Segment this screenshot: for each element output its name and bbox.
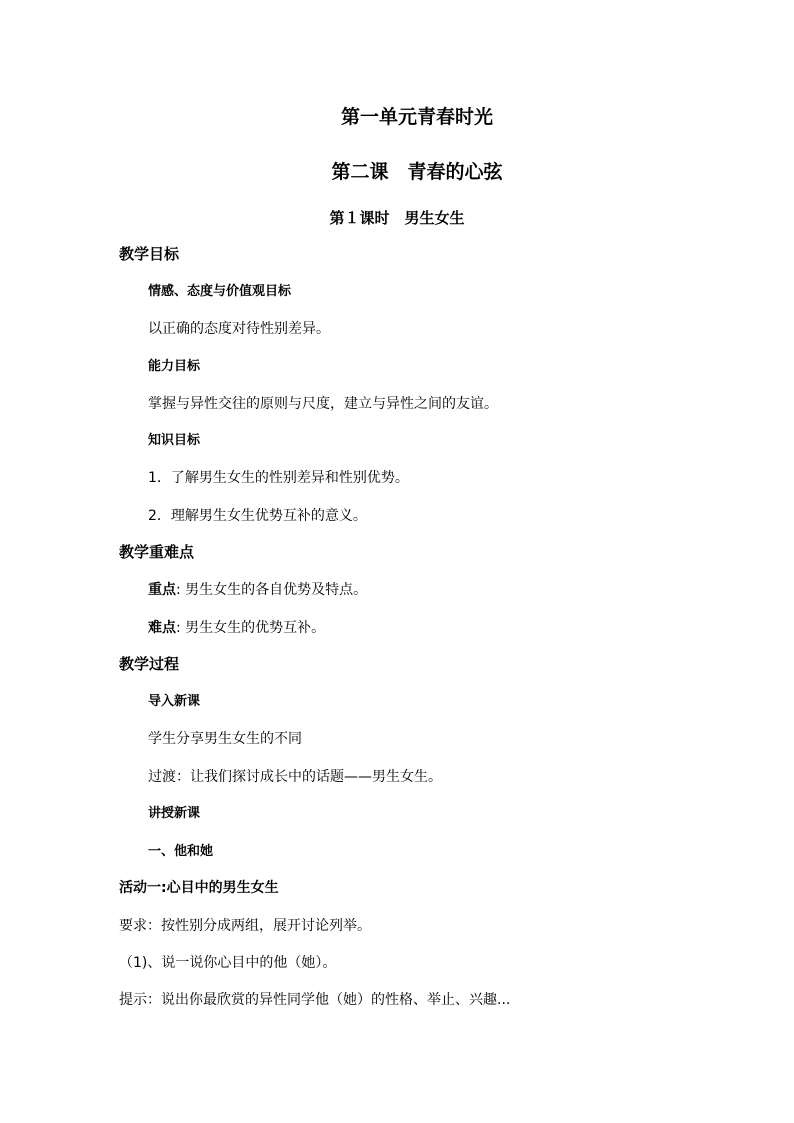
key-point-label: 重点 xyxy=(148,582,176,598)
item-1-text: （1)、说一说你心目中的他（她）。 xyxy=(119,955,337,971)
emotion-goal-heading: 情感、态度与价值观目标 xyxy=(148,284,292,299)
process-heading: 教学过程 xyxy=(119,655,180,673)
intro-heading: 导入新课 xyxy=(148,694,201,709)
intro-text: 学生分享男生女生的不同 xyxy=(148,731,302,747)
keypoints-heading: 教学重难点 xyxy=(119,543,195,561)
knowledge-goal-heading: 知识目标 xyxy=(148,433,201,448)
transition-text: 过渡：让我们探讨成长中的话题——男生女生。 xyxy=(148,769,442,785)
hint-text: 提示：说出你最欣赏的异性同学他（她）的性格、举止、兴趣... xyxy=(119,992,511,1008)
requirement-text: 要求：按性别分成两组，展开讨论列举。 xyxy=(119,918,371,934)
goals-heading: 教学目标 xyxy=(119,245,180,263)
difficult-point-text: : 男生女生的优势互补。 xyxy=(176,620,326,636)
lesson-title: 第二课 青春的心弦 xyxy=(331,161,503,183)
teach-heading: 讲授新课 xyxy=(148,806,201,821)
ability-goal-text: 掌握与异性交往的原则与尺度，建立与异性之间的友谊。 xyxy=(148,396,498,412)
knowledge-item-2: 2．理解男生女生优势互补的意义。 xyxy=(148,508,367,524)
difficult-point-line xyxy=(148,621,325,635)
difficult-point-label: 难点 xyxy=(148,620,176,636)
key-point-line xyxy=(148,583,367,597)
emotion-goal-text: 以正确的态度对待性别差异。 xyxy=(148,321,330,337)
unit-title: 第一单元青春时光 xyxy=(340,106,493,128)
key-point-text: : 男生女生的各自优势及特点。 xyxy=(176,582,368,598)
period-title: 第１课时 男生女生 xyxy=(329,209,465,227)
knowledge-item-1: 1．了解男生女生的性别差异和性别优势。 xyxy=(148,470,409,486)
ability-goal-heading: 能力目标 xyxy=(148,359,201,374)
section-1-heading: 一、他和她 xyxy=(148,844,214,859)
activity-1-heading: 活动一:心目中的男生女生 xyxy=(119,880,279,896)
